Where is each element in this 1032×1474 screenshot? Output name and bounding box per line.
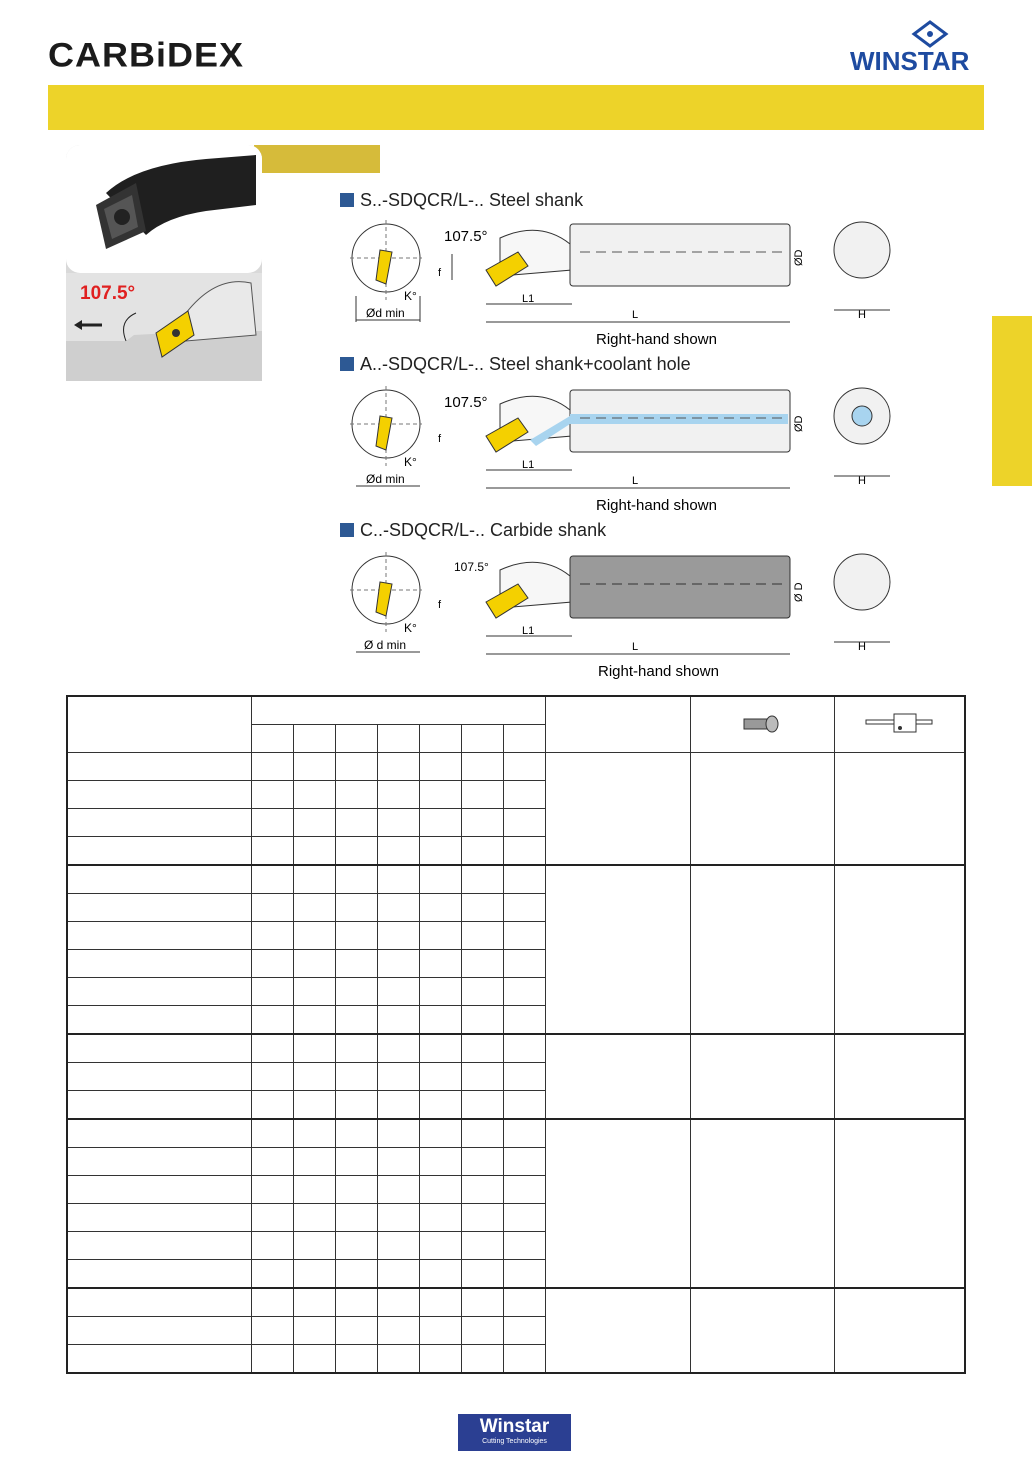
footer-logo — [458, 1414, 571, 1451]
screw-cell — [690, 1288, 834, 1373]
table-cell — [293, 1232, 335, 1260]
photo-angle-label: 107.5° — [80, 283, 136, 304]
table-cell — [378, 753, 420, 781]
table-cell — [420, 1006, 462, 1035]
table-cell — [378, 1317, 420, 1345]
dim-col — [378, 725, 420, 753]
table-row — [67, 1119, 965, 1148]
table-cell — [378, 1345, 420, 1374]
header-key — [835, 696, 965, 753]
table-cell — [293, 894, 335, 922]
table-cell — [336, 1176, 378, 1204]
table-cell — [251, 865, 293, 894]
table-cell — [504, 1260, 546, 1289]
table-cell — [251, 809, 293, 837]
table-cell — [251, 950, 293, 978]
table-cell — [67, 781, 251, 809]
table-cell — [251, 781, 293, 809]
table-cell — [293, 865, 335, 894]
table-cell — [504, 950, 546, 978]
table-cell — [293, 922, 335, 950]
table-cell — [293, 837, 335, 866]
table-cell — [378, 1176, 420, 1204]
D-label: Ø D — [793, 582, 805, 602]
table-cell — [462, 1204, 504, 1232]
table-cell — [293, 1034, 335, 1063]
table-cell — [504, 978, 546, 1006]
L1-label: L1 — [522, 293, 535, 305]
table-cell — [504, 1119, 546, 1148]
screw-cell — [690, 865, 834, 1034]
table-cell — [336, 781, 378, 809]
table-cell — [336, 837, 378, 866]
header-screw — [690, 696, 834, 753]
table-cell — [293, 809, 335, 837]
L-label: L — [632, 641, 639, 653]
table-cell — [251, 1317, 293, 1345]
table-cell — [293, 1260, 335, 1289]
table-cell — [378, 1232, 420, 1260]
table-row — [67, 753, 965, 781]
table-cell — [462, 1119, 504, 1148]
table-cell — [420, 978, 462, 1006]
table-cell — [462, 1063, 504, 1091]
table-cell — [378, 865, 420, 894]
table-cell — [462, 1232, 504, 1260]
table-cell — [504, 1288, 546, 1317]
table-cell — [462, 1034, 504, 1063]
table-cell — [462, 1148, 504, 1176]
table-cell — [336, 978, 378, 1006]
table-cell — [336, 753, 378, 781]
table-row — [67, 865, 965, 894]
table-cell — [251, 1034, 293, 1063]
photo-tab — [254, 145, 380, 173]
table-cell — [462, 1345, 504, 1374]
table-cell — [67, 1317, 251, 1345]
table-cell — [420, 1176, 462, 1204]
dim-col — [251, 725, 293, 753]
table-cell — [293, 753, 335, 781]
kappa-label: K° — [404, 289, 417, 303]
table-cell — [378, 1288, 420, 1317]
table-cell — [462, 922, 504, 950]
table-cell — [293, 1063, 335, 1091]
table-cell — [378, 809, 420, 837]
table-cell — [420, 1063, 462, 1091]
screw-cell — [690, 1119, 834, 1288]
drawing-carbide — [350, 552, 890, 680]
table-cell — [420, 837, 462, 866]
header-dimensions — [251, 696, 546, 725]
screw-icon — [742, 713, 782, 733]
table-cell — [504, 1204, 546, 1232]
drawing-coolant — [350, 386, 890, 514]
table-cell — [67, 1232, 251, 1260]
table-cell — [504, 922, 546, 950]
table-cell — [504, 781, 546, 809]
table-cell — [504, 753, 546, 781]
table-cell — [462, 837, 504, 866]
H-label: H — [858, 475, 866, 487]
table-cell — [420, 950, 462, 978]
table-cell — [378, 837, 420, 866]
angle-label: 107.5° — [444, 228, 488, 245]
table-cell — [378, 894, 420, 922]
table-cell — [67, 1260, 251, 1289]
table-cell — [293, 1204, 335, 1232]
table-cell — [336, 1232, 378, 1260]
key-cell — [835, 1119, 965, 1288]
footer-logo-sub: Cutting Technologies — [482, 1438, 547, 1445]
insert-cell — [546, 1119, 690, 1288]
table-cell — [504, 1034, 546, 1063]
header-insert — [546, 696, 690, 753]
table-cell — [293, 1119, 335, 1148]
drawing-steel-shank — [350, 220, 890, 348]
L1-label: L1 — [522, 459, 535, 471]
table-cell — [67, 922, 251, 950]
table-cell — [378, 922, 420, 950]
table-cell — [251, 1288, 293, 1317]
table-cell — [251, 1119, 293, 1148]
table-cell — [293, 1288, 335, 1317]
table-cell — [378, 1034, 420, 1063]
kappa-label: K° — [404, 455, 417, 469]
table-cell — [462, 1176, 504, 1204]
insert-cell — [546, 1288, 690, 1373]
table-cell — [251, 1148, 293, 1176]
table-cell — [336, 1204, 378, 1232]
table-row — [67, 1288, 965, 1317]
insert-cell — [546, 1034, 690, 1119]
table-cell — [251, 837, 293, 866]
carbidex-logo: CARBiDEX — [48, 35, 245, 74]
table-cell — [251, 1176, 293, 1204]
table-cell — [251, 1232, 293, 1260]
title-bar — [48, 85, 984, 130]
table-cell — [251, 1204, 293, 1232]
table-cell — [251, 1345, 293, 1374]
table-cell — [504, 1148, 546, 1176]
insert-cell — [546, 865, 690, 1034]
table-cell — [336, 950, 378, 978]
table-cell — [336, 1119, 378, 1148]
table-cell — [504, 1176, 546, 1204]
D-label: ØD — [793, 415, 805, 432]
table-cell — [462, 1091, 504, 1120]
dim-col — [462, 725, 504, 753]
side-tab — [992, 316, 1032, 486]
insert-cell — [546, 753, 690, 866]
table-cell — [420, 809, 462, 837]
table-cell — [378, 950, 420, 978]
dmin-label: Ød min — [366, 306, 405, 320]
table-cell — [293, 1345, 335, 1374]
table-cell — [67, 1006, 251, 1035]
dim-col — [293, 725, 335, 753]
table-cell — [293, 1006, 335, 1035]
table-cell — [504, 837, 546, 866]
table-cell — [420, 753, 462, 781]
table-cell — [336, 865, 378, 894]
table-cell — [462, 781, 504, 809]
table-cell — [251, 894, 293, 922]
table-cell — [420, 1345, 462, 1374]
table-cell — [420, 1317, 462, 1345]
section-title: A..-SDQCR/L-.. Steel shank+coolant hole — [360, 354, 691, 374]
dim-col — [420, 725, 462, 753]
f-label: f — [438, 433, 442, 445]
product-photo — [66, 145, 262, 381]
table-cell — [336, 809, 378, 837]
table-cell — [378, 1204, 420, 1232]
table-cell — [420, 1288, 462, 1317]
table-cell — [378, 1260, 420, 1289]
table-cell — [504, 1063, 546, 1091]
table-cell — [67, 1176, 251, 1204]
table-cell — [378, 978, 420, 1006]
table-cell — [67, 950, 251, 978]
caption: Right-hand shown — [596, 497, 717, 514]
table-cell — [462, 1260, 504, 1289]
technical-drawings — [340, 210, 900, 690]
table-cell — [336, 1148, 378, 1176]
section-title: C..-SDQCR/L-.. Carbide shank — [360, 520, 607, 540]
table-cell — [293, 978, 335, 1006]
table-cell — [67, 809, 251, 837]
table-cell — [67, 1204, 251, 1232]
table-cell — [336, 1091, 378, 1120]
table-cell — [420, 922, 462, 950]
boring-bar-photo — [66, 145, 262, 381]
table-cell — [462, 950, 504, 978]
table-cell — [67, 1345, 251, 1374]
table-cell — [293, 1091, 335, 1120]
table-cell — [67, 894, 251, 922]
caption: Right-hand shown — [598, 663, 719, 680]
table-cell — [420, 1204, 462, 1232]
L-label: L — [632, 309, 639, 321]
table-cell — [336, 894, 378, 922]
table-cell — [251, 978, 293, 1006]
D-label: ØD — [793, 249, 805, 266]
table-cell — [251, 753, 293, 781]
table-cell — [420, 1232, 462, 1260]
table-cell — [67, 753, 251, 781]
key-cell — [835, 753, 965, 866]
table-cell — [293, 1176, 335, 1204]
table-cell — [293, 1148, 335, 1176]
table-cell — [420, 1119, 462, 1148]
f-label: f — [438, 599, 442, 611]
footer-logo-word: Winstar — [479, 1416, 550, 1437]
table-cell — [336, 1034, 378, 1063]
table-cell — [251, 922, 293, 950]
table-cell — [504, 1317, 546, 1345]
table-cell — [336, 922, 378, 950]
angle-label: 107.5° — [444, 394, 488, 411]
table-cell — [420, 894, 462, 922]
table-row — [67, 1034, 965, 1063]
key-cell — [835, 1288, 965, 1373]
table-cell — [67, 1091, 251, 1120]
table-cell — [67, 1288, 251, 1317]
table-cell — [504, 1232, 546, 1260]
L1-label: L1 — [522, 625, 535, 637]
table-cell — [378, 1063, 420, 1091]
table-cell — [462, 753, 504, 781]
table-cell — [336, 1006, 378, 1035]
table-cell — [251, 1091, 293, 1120]
table-cell — [251, 1006, 293, 1035]
table-cell — [378, 781, 420, 809]
table-cell — [462, 1288, 504, 1317]
table-cell — [462, 894, 504, 922]
section-marker — [340, 193, 354, 207]
table-cell — [420, 865, 462, 894]
spec-table — [66, 695, 966, 1374]
table-cell — [67, 837, 251, 866]
f-label: f — [438, 267, 442, 279]
table-cell — [420, 1148, 462, 1176]
kappa-label: K° — [404, 621, 417, 635]
screw-cell — [690, 753, 834, 866]
table-cell — [67, 1148, 251, 1176]
table-cell — [67, 978, 251, 1006]
H-label: H — [858, 309, 866, 321]
caption: Right-hand shown — [596, 331, 717, 348]
table-cell — [420, 1091, 462, 1120]
dmin-label: Ø d min — [364, 638, 407, 652]
table-cell — [462, 1006, 504, 1035]
table-cell — [462, 1317, 504, 1345]
table-cell — [336, 1288, 378, 1317]
table-cell — [336, 1063, 378, 1091]
table-cell — [293, 1317, 335, 1345]
section-title: S..-SDQCR/L-.. Steel shank — [360, 190, 584, 210]
table-cell — [251, 1260, 293, 1289]
table-cell — [378, 1091, 420, 1120]
table-cell — [420, 1260, 462, 1289]
table-cell — [67, 1063, 251, 1091]
header-code — [67, 696, 251, 753]
key-cell — [835, 865, 965, 1034]
winstar-logo — [850, 20, 984, 76]
torx-key-icon — [864, 710, 936, 736]
table-cell — [378, 1148, 420, 1176]
winstar-wordmark: WINSTAR — [850, 46, 970, 76]
table-cell — [462, 978, 504, 1006]
table-cell — [336, 1317, 378, 1345]
table-cell — [336, 1345, 378, 1374]
H-label: H — [858, 641, 866, 653]
table-cell — [420, 1034, 462, 1063]
dmin-label: Ød min — [366, 472, 405, 486]
key-cell — [835, 1034, 965, 1119]
table-cell — [67, 865, 251, 894]
table-cell — [251, 1063, 293, 1091]
table-cell — [504, 809, 546, 837]
table-cell — [504, 865, 546, 894]
dim-col — [336, 725, 378, 753]
table-cell — [504, 1345, 546, 1374]
table-cell — [462, 865, 504, 894]
L-label: L — [632, 475, 639, 487]
dim-col — [504, 725, 546, 753]
table-cell — [420, 781, 462, 809]
table-cell — [67, 1034, 251, 1063]
table-cell — [504, 1091, 546, 1120]
section-steel-shank — [340, 190, 583, 211]
angle-label: 107.5° — [454, 560, 489, 574]
table-cell — [462, 809, 504, 837]
table-cell — [67, 1119, 251, 1148]
table-cell — [378, 1006, 420, 1035]
screw-cell — [690, 1034, 834, 1119]
table-cell — [336, 1260, 378, 1289]
table-cell — [293, 950, 335, 978]
table-cell — [293, 781, 335, 809]
table-cell — [378, 1119, 420, 1148]
table-cell — [504, 894, 546, 922]
table-cell — [504, 1006, 546, 1035]
spec-body — [67, 753, 965, 1374]
